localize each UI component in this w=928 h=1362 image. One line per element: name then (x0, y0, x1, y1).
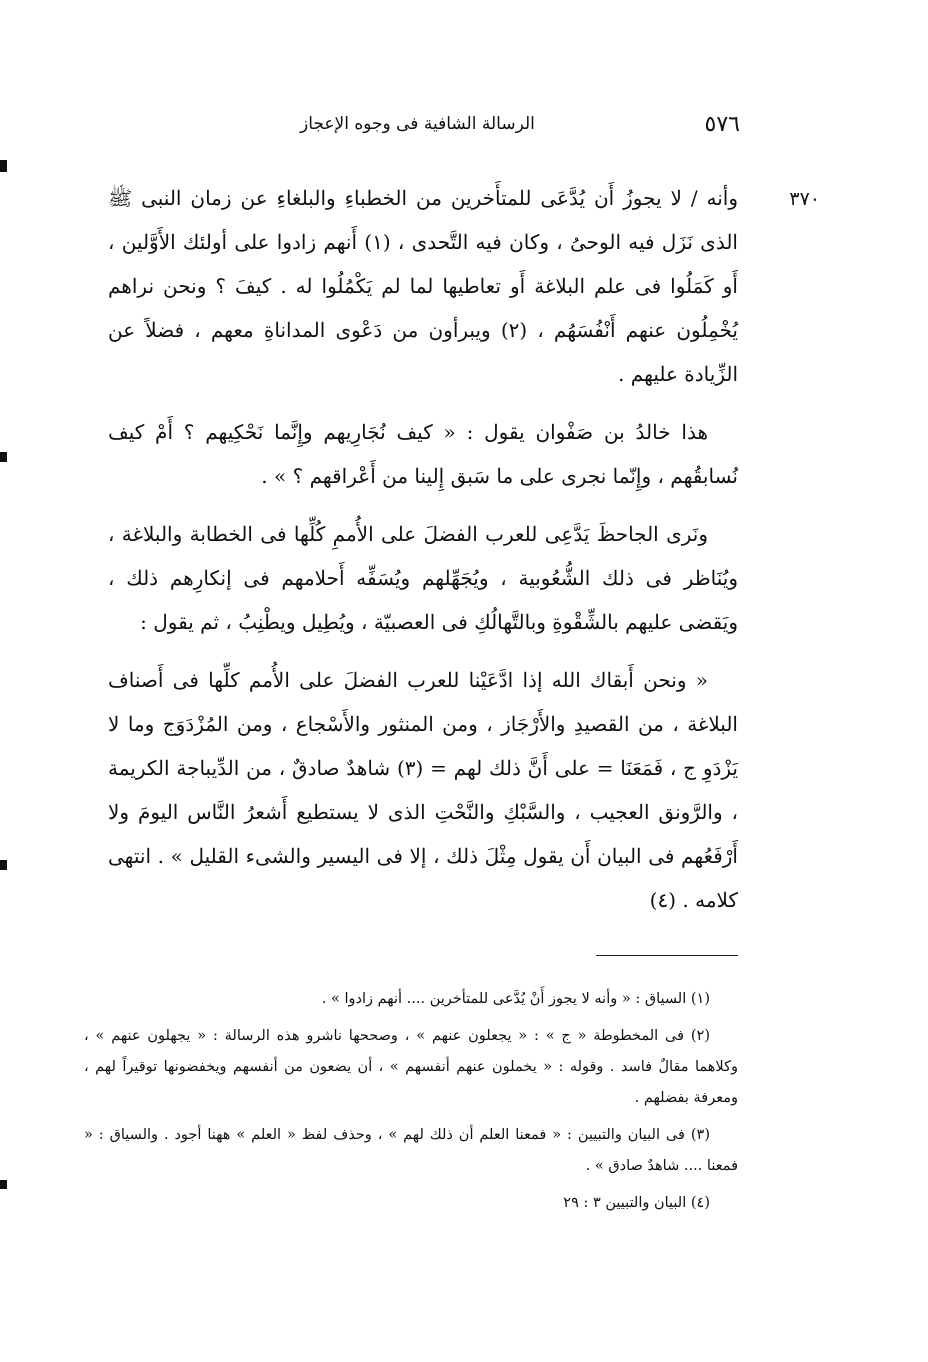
page-header (120, 112, 740, 142)
page-number: ٥٧٦ (704, 112, 740, 137)
footnotes (84, 984, 738, 1225)
paragraph: ونَرى الجاحظَ يَدَّعِى للعرب الفضلَ على الأُممِ كُلِّها فى الخطابة والبلاغة ، ويُنَاظر فى ذلك الشُّعُوبية ، ويُجَهِّلهم ويُسَفِّه أَحلامهم فى إنكارِهم ذلك ، ويَقضى عليهم بالشِّقْوةِ وبالتَّهالُكِ فى العصبيّة ، ويُطِيل ويطْنِبُ ، ثم يقول : (108, 522, 738, 634)
footnote: (٣) فى البيان والتبيين : « فمعنا العلم أن ذلك لهم » ، وحذف لفظ « العلم » ههنا أجود . والسياق : « فمعنا .... شاهدٌ صادق » . (84, 1127, 738, 1174)
paragraph: وأنه / لا يجوزُ أَن يُدَّعَى للمتأَخرين من الخطباءِ والبلغاءِ عن زمان النبى ﷺ الذى نَزَل فيه الوحىُ ، وكان فيه التَّحدى ، (١) أَنهم زادوا على أولئك الأَوَّلين ، أَو كَمَلُوا فى علم البلاغة أَو تعاطيها لما لم يَكْمُلُوا له . كيفَ ؟ ونحن نراهم يُخْمِلُون عنهم أَنْفُسَهُم ، (٢) ويبرأون من دَعْوى المداناةِ معهم ، فضلاً عن الزِّيادة عليهم . (108, 186, 738, 386)
scan-edge-mark (0, 860, 7, 870)
running-title: الرسالة الشافية فى وجوه الإعجاز (300, 114, 535, 134)
scan-edge-mark (0, 452, 7, 462)
manuscript-folio-marker: ٣٧٠ (789, 188, 820, 210)
paragraph: هذا خالدُ بن صَفْوان يقول : « كيف نُجَارِيهم وإِنَّما نَحْكِيهم ؟ أَمْ كيف نُسابقُهم ، وإِنّما نجرى على ما سَبق إِلينا من أَعْراقهم ؟ » . (108, 420, 738, 488)
footnote: (١) السياق : « وأنه لا يجوز أَنْ يُدَّعى للمتأخرين .... أنهم زادوا » . (321, 991, 710, 1007)
scan-edge-mark (0, 1180, 7, 1189)
footnote: (٤) البيان والتبيين ٣ : ٢٩ (563, 1195, 710, 1211)
footnote: (٢) فى المخطوطة « ج » : « يجعلون عنهم » ، وصححها ناشرو هذه الرسالة : « يجهلون عنهم » ، وكلاهما مقالٌ فاسد . وقوله : « يخملون عنهم أنفسهم » ، أن يضعون من أنفسهم ويخفضونها توقيراً لهم ، ومعرفة بفضلهم . (84, 1028, 738, 1106)
scan-edge-mark (0, 160, 7, 172)
paragraph: « ونحن أَبقاك الله إذا ادَّعَيْنا للعرب الفضلَ على الأُمم كلِّها فى أَصناف البلاغة ، من القصيدِ والأَرْجَاز ، ومن المنثور والأَسْجاع ، ومن المُزْدَوَج وما لا يَزْدَوِ ج ، فَمَعَنَا = على أَنَّ ذلك لهم = (٣) شاهدٌ صادقٌ ، من الدِّيباجة الكريمة ، والرَّونق العجيب ، والسَّبْكِ والنَّحْتِ الذى لا يستطيع أَشعرُ النَّاس اليومَ ولا أَرْفَعُهم فى البيان أَن يقول مِثْلَ ذلك ، إلا فى اليسير والشىء القليل » . انتهى كلامه . (٤) (108, 668, 739, 912)
footnote-divider (596, 955, 738, 956)
main-text (108, 176, 738, 936)
